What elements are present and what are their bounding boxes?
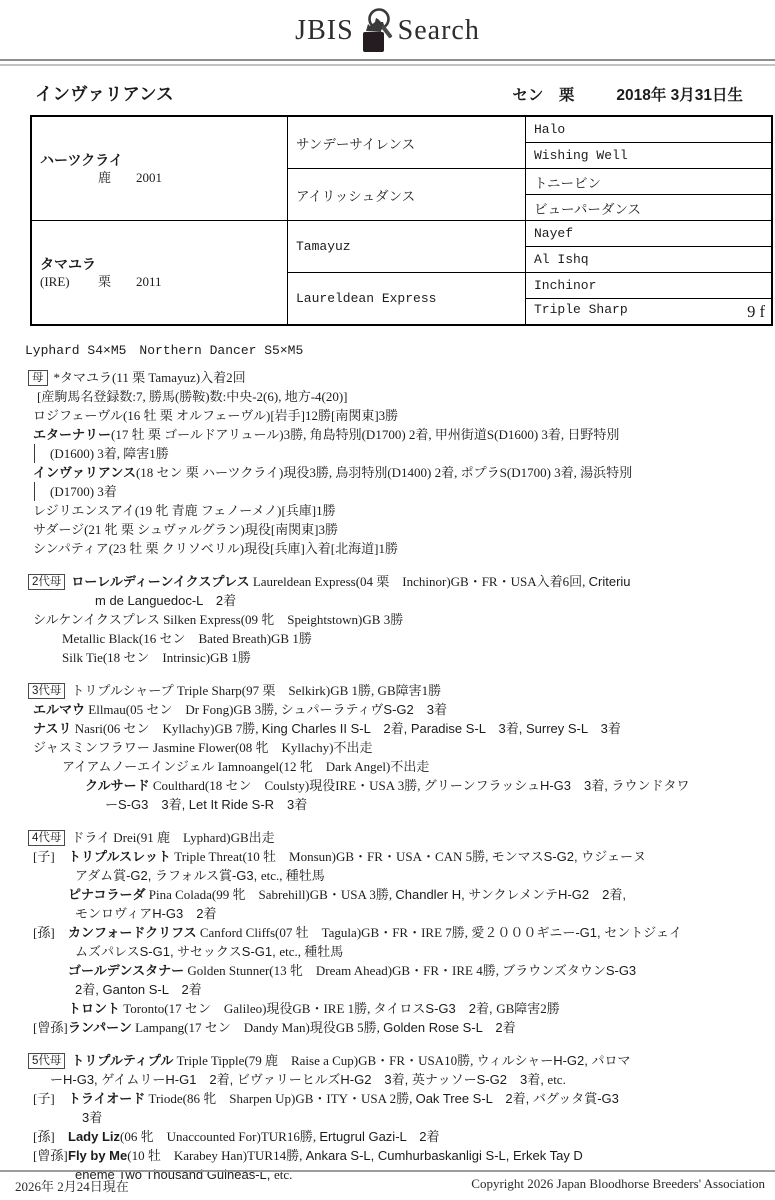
line-segment: レジリエンスアイ(19 牝 青鹿 フェノーメノ)[兵庫]1勝 (33, 503, 336, 518)
line-segment: Ellmau(05 セン Dr Fong)GB 3勝, (85, 702, 281, 717)
pedigree-section (0, 1051, 775, 1184)
pedigree-section (0, 681, 775, 814)
pedigree-cell: ビューパーダンス (526, 195, 773, 221)
relation-tag: [曾孫] (33, 1020, 68, 1035)
pedigree-line (33, 539, 775, 558)
line-segment: Lady Liz (68, 1129, 121, 1144)
line-segment: Fly by Me (68, 1148, 128, 1163)
dam-detail (40, 274, 287, 290)
pedigree-section (0, 828, 775, 1037)
pedigree-line (33, 482, 775, 501)
pedigree-line (33, 1089, 775, 1108)
inbreeding-line: Lyphard S4×M5 Northern Dancer S5×M5 (25, 343, 304, 358)
line-segment: etc. (273, 1167, 293, 1182)
line-segment: Toronto(17 セン Galileo)現役GB・IRE 1勝, (120, 1001, 374, 1016)
line-segment: Chandler H, サンクレメンテH-G2 2着, (395, 887, 626, 902)
pedigree-line (62, 629, 775, 648)
line-segment: King Charles II S-L 2着, Paradise S-L 3着, Surrey S-L 3着 (261, 721, 621, 736)
line-segment: GB障害2勝 (496, 1001, 560, 1016)
line-segment: m de Languedoc-L 2着 (95, 593, 237, 608)
sire-year: 2001 (136, 169, 162, 185)
pedigree-line (33, 501, 775, 520)
title-row (35, 81, 743, 106)
line-segment: トリプルシャープ Triple Sharp(97 栗 Selkirk)GB 1勝, GB障害1勝 (71, 683, 442, 698)
pedigree-line (33, 520, 775, 539)
pedigree-cell-with-family-number (526, 299, 773, 326)
line-segment: カンフォードクリフス (68, 925, 197, 940)
pedigree-cell-text: Triple Sharp (534, 301, 628, 317)
generation-label: 母 (28, 370, 48, 386)
line-segment: Nasri(06 セン Kyllachy)GB 7勝, (71, 721, 262, 736)
line-segment: etc., (279, 944, 305, 959)
line-segment: Triple Tipple(79 鹿 Raise a Cup)GB・FR・USA10勝, (173, 1053, 477, 1068)
line-segment: ジャスミンフラワー Jasmine Flower(08 牝 Kyllachy)不出走 (33, 740, 373, 755)
line-segment: シンパティア(23 牡 栗 クリソベリル)現役[兵庫]入着[北海道]1勝 (33, 541, 398, 556)
line-segment: クルサード (85, 778, 150, 793)
jbis-logo-icon (353, 6, 399, 54)
line-segment: ローレルディーンイクスプレス (71, 574, 250, 589)
pedigree-line (33, 1018, 775, 1037)
pedigree-line (33, 1127, 775, 1146)
pedigree-line (33, 738, 775, 757)
line-segment: エルマウ (33, 702, 86, 717)
line-segment: インヴァリアンス (33, 465, 136, 480)
pedigree-line (33, 700, 775, 719)
horse-name: インヴァリアンス (35, 84, 174, 104)
pedigree-cell: Al Ishq (526, 247, 773, 273)
line-segment: Coulthard(18 セン Coulsty)現役IRE・USA 3勝, (149, 778, 424, 793)
line-segment: Oak Tree S-L 2着, バグッタ賞-G3 (415, 1091, 619, 1106)
line-segment: 種牡馬 (285, 868, 325, 883)
pedigree-line (50, 1070, 775, 1089)
horse-info (512, 83, 743, 105)
pedigree-line (75, 942, 775, 961)
pedigree-line (62, 757, 775, 776)
line-segment: Ertugrul Gazi-L 2着 (319, 1129, 440, 1144)
line-segment: シルケンイクスプレス Silken Express(09 牝 Speightstown)GB 3勝 (33, 612, 404, 627)
line-segment: Golden Stunner(13 牝 Dream Ahead)GB・FR・IRE 4勝, (184, 963, 503, 978)
line-segment: ウィルシャーH-G2, パロマ (476, 1053, 631, 1068)
line-segment: (D1700) 3着 (50, 484, 117, 499)
line-segment: Ankara S-L, Cumhurbaskanligi S-L, Erkek Tay D (305, 1148, 583, 1163)
line-segment: ムズパレスS-G1, サセックスS-G1, (75, 944, 280, 959)
pedigree-cell: サンデーサイレンス (288, 116, 526, 169)
pedigree-line (33, 425, 775, 444)
line-segment: ロジフェーヴル(16 牡 栗 オルフェーヴル)[岩手]12勝[南関東]3勝 (33, 408, 399, 423)
jbis-logo[interactable] (295, 6, 480, 54)
pedigree-line (33, 885, 775, 904)
line-segment: トライオード (68, 1091, 146, 1106)
relation-tag: [子] (33, 1091, 55, 1106)
pedigree-line (28, 368, 775, 387)
line-segment: ナスリ (33, 721, 72, 736)
pedigree-line (85, 776, 775, 795)
line-segment: トロント (68, 1001, 121, 1016)
pedigree-line (28, 1051, 775, 1070)
pedigree-line (75, 980, 775, 999)
family-number: 9 f (747, 301, 765, 321)
header (0, 0, 775, 58)
pedigree-line (33, 1146, 775, 1165)
generation-label: 4代母 (28, 830, 65, 846)
sections (0, 368, 775, 1184)
dam-coat: 栗 (98, 273, 112, 289)
pedigree-section (0, 368, 775, 558)
line-segment: ピナコラーダ (68, 887, 146, 902)
line-segment: ブラウンズタウンS-G3 (502, 963, 637, 978)
footer-copyright: Copyright 2026 Japan Bloodhorse Breeders' Association (471, 1176, 765, 1191)
pedigree-line (75, 866, 775, 885)
footer (0, 1170, 775, 1200)
pedigree-line (28, 572, 775, 591)
line-segment: グリーンフラッシュH-G3 3着, ラウンドタワ (423, 778, 690, 793)
sire-cell (31, 116, 288, 221)
line-segment: *タマユラ(11 栗 Tamayuz)入着2回 (53, 370, 246, 385)
pedigree-cell: Tamayuz (288, 221, 526, 273)
line-segment: 3着 (82, 1110, 103, 1125)
line-segment: (18 セン 栗 ハーツクライ)現役3勝, 鳥羽特別(D1400) 2着, ポプラS(D1700) 3着, 湯浜特別 (135, 465, 633, 480)
line-segment: Canford Cliffs(07 牡 Tagula)GB・FR・IRE 7勝, (196, 925, 472, 940)
line-segment: ーS-G3 3着, Let It Ride S-R 3着 (105, 797, 308, 812)
line-segment: 愛２０００ギニー-G1, セントジェイ (471, 925, 682, 940)
line-segment: Silk Tie(18 セン Intrinsic)GB 1勝 (62, 650, 251, 665)
dam-cell (31, 221, 288, 326)
sire-detail (40, 170, 287, 186)
line-segment: ランパーン (68, 1020, 132, 1035)
sex-coat: セン 栗 (512, 87, 575, 104)
line-segment: タイロスS-G3 2着, (373, 1001, 497, 1016)
line-segment: 種牡馬 (304, 944, 344, 959)
relation-tag: [孫] (33, 925, 55, 940)
pedigree-line (33, 444, 775, 463)
generation-label: 2代母 (28, 574, 65, 590)
header-rule (0, 59, 775, 66)
pedigree-cell: Wishing Well (526, 143, 773, 169)
pedigree-line (105, 795, 775, 814)
line-segment: Golden Rose S-L 2着 (383, 1020, 516, 1035)
generation-label: 5代母 (28, 1053, 65, 1069)
line-segment: etc., (260, 868, 286, 883)
line-segment: シュパーラティヴS-G2 3着 (280, 702, 448, 717)
pedigree-cell: Halo (526, 116, 773, 143)
pedigree-line (37, 387, 775, 406)
generation-label: 3代母 (28, 683, 65, 699)
pedigree-line (33, 961, 775, 980)
pedigree-line (95, 591, 775, 610)
pedigree-table (30, 115, 773, 326)
pedigree-line (33, 463, 775, 482)
pedigree-line (33, 923, 775, 942)
pedigree-cell: Laureldean Express (288, 273, 526, 326)
line-segment: Lampang(17 セン Dandy Man)現役GB 5勝, (131, 1020, 384, 1035)
line-segment: (17 牡 栗 ゴールドアリュール)3勝, 角島特別(D1700) 2着, 甲州街道S(D1600) 3着, 日野特別 (111, 427, 620, 442)
line-segment: トリプルティプル (71, 1053, 174, 1068)
line-segment: トリプルスレット (68, 849, 171, 864)
pedigree-line (33, 999, 775, 1018)
logo-text-jbis: JBIS (295, 15, 354, 46)
pedigree-cell: Inchinor (526, 273, 773, 299)
line-segment: アダム賞-G2, ラフォルス賞-G3, (75, 868, 261, 883)
pedigree-line (28, 681, 775, 700)
line-segment: Pina Colada(99 牝 Sabrehill)GB・USA 3勝, (145, 887, 396, 902)
pedigree-line (28, 828, 775, 847)
sire-coat: 鹿 (98, 169, 112, 185)
pedigree-line (62, 648, 775, 667)
line-segment: etc. (547, 1072, 566, 1087)
pedigree-line (33, 610, 775, 629)
line-segment: eneme Two Thousand Guineas-L, (75, 1167, 274, 1182)
dam-name: タマユラ (40, 255, 96, 272)
birth-date: 2018年 3月31日生 (616, 87, 743, 104)
line-segment: モンマスS-G2, ウジェーヌ (491, 849, 646, 864)
line-segment: (06 牝 Unaccounted For)TUR16勝, (120, 1129, 320, 1144)
pedigree-section (0, 572, 775, 667)
relation-tag: [孫] (33, 1129, 55, 1144)
line-segment: Triode(86 牝 Sharpen Up)GB・ITY・USA 2勝, (145, 1091, 416, 1106)
pedigree-line (75, 904, 775, 923)
relation-tag: [曾孫] (33, 1148, 68, 1163)
line-segment: モンロヴィアH-G3 2着 (75, 906, 217, 921)
pedigree-line (33, 406, 775, 425)
line-segment: [産駒馬名登録数:7, 勝馬(勝鞍)数:中央-2(6), 地方-4(20)] (37, 389, 348, 404)
line-segment: Metallic Black(16 セン Bated Breath)GB 1勝 (62, 631, 312, 646)
line-segment: (10 牡 Karabey Han)TUR14勝, (127, 1148, 306, 1163)
pedigree-line (33, 719, 775, 738)
line-segment: アイアムノーエインジェル Iamnoangel(12 牝 Dark Angel)不出走 (62, 759, 430, 774)
pedigree-cell: トニービン (526, 169, 773, 195)
dam-prefix: (IRE) (40, 273, 70, 289)
line-segment: Criteriu (588, 574, 631, 589)
relation-tag: [子] (33, 849, 55, 864)
sire-name: ハーツクライ (40, 151, 123, 168)
line-segment: エターナリー (33, 427, 112, 442)
line-segment: ーH-G3, ゲイムリーH-G1 2着, ビヴァリーヒルズH-G2 3着, 英ナッソーS-G2 3着, (50, 1072, 548, 1087)
pedigree-line (33, 847, 775, 866)
footer-date: 2026年 2月24日現在 (15, 1179, 129, 1194)
line-segment: (D1600) 3着, 障害1勝 (50, 446, 169, 461)
footer-bar (0, 1172, 775, 1200)
dam-year: 2011 (136, 273, 162, 289)
logo-text-search: Search (397, 15, 480, 46)
pedigree-line (82, 1108, 775, 1127)
line-segment: ドライ Drei(91 鹿 Lyphard)GB出走 (71, 830, 275, 845)
line-segment: サダージ(21 牝 栗 シュヴァルグラン)現役[南関東]3勝 (33, 522, 339, 537)
line-segment: Laureldean Express(04 栗 Inchinor)GB・FR・USA入着6回, (249, 574, 589, 589)
pedigree-cell: アイリッシュダンス (288, 169, 526, 221)
line-segment: ゴールデンスタナー (68, 963, 185, 978)
line-segment: Triple Threat(10 牡 Monsun)GB・FR・USA・CAN 5勝, (170, 849, 492, 864)
pedigree-cell: Nayef (526, 221, 773, 247)
line-segment: 2着, Ganton S-L 2着 (75, 982, 202, 997)
